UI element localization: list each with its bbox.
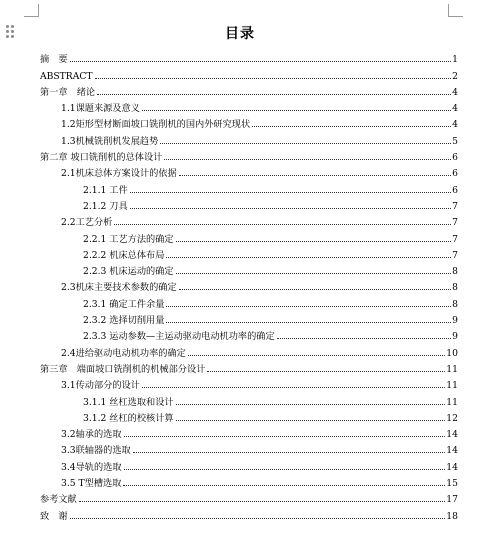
toc-entry-label: 3.3联轴器的选取 [61,445,131,457]
toc-leader-dots [124,469,446,470]
toc-entry-page: 11 [446,363,458,375]
toc-entry[interactable] [40,130,458,146]
toc-entry-label: 2.2.1 工艺方法的确定 [83,233,174,245]
toc-entry[interactable] [40,98,458,114]
toc-entry-label: 摘 要 [40,54,68,66]
toc-entry-page: 4 [452,86,458,98]
toc-entry[interactable] [40,147,458,163]
toc-entry-label: 2.1.2 刀具 [83,200,128,212]
toc-entry-page: 9 [452,315,458,327]
toc-entry[interactable] [40,473,458,489]
toc-entry-page: 11 [446,396,458,408]
toc-entry-label: 3.5 T型槽选取 [61,478,122,490]
toc-entry-label: 2.2工艺分析 [61,217,113,229]
toc-entry[interactable] [40,212,458,228]
toc-entry-label: 2.1机床总体方案设计的依据 [61,168,177,180]
toc-entry[interactable] [40,179,458,195]
toc-entry-label: 3.1传动部分的设计 [61,380,140,392]
toc-leader-dots [124,436,446,437]
toc-entry-page: 14 [446,429,458,441]
toc-entry-page: 4 [452,119,458,131]
page-corner-mark-left [24,4,39,17]
toc-entry-page: 5 [452,135,458,147]
toc-entry[interactable] [40,65,458,81]
toc-entry-label: 第三章 端面坡口铣削机的机械部分设计 [40,363,206,375]
toc-entry-page: 14 [446,445,458,457]
toc-entry-label: 第二章 坡口铣削机的总体设计 [40,152,163,164]
toc-entry-page: 12 [446,412,458,424]
toc-entry-label: 2.4进给驱动电动机功率的确定 [61,347,186,359]
toc-entry[interactable] [40,82,458,98]
toc-leader-dots [70,518,446,519]
toc-entry-label: 2.3.1 确定工件余量 [83,298,165,310]
toc-entry-page: 17 [446,494,458,506]
toc-entry-page: 7 [452,249,458,261]
toc-leader-dots [166,306,451,307]
toc-leader-dots [277,338,451,339]
toc-entry[interactable] [40,245,458,261]
toc-entry[interactable] [40,228,458,244]
toc-entry-label: 3.4导轨的选取 [61,461,122,473]
toc-entry-label: 2.2.2 机床总体布局 [83,249,165,261]
toc-leader-dots [176,273,451,274]
toc-entry-page: 1 [452,54,458,66]
toc-entry-label: 1.2矩形型材断面坡口铣削机的国内外研究现状 [61,119,251,131]
toc-entry[interactable] [40,424,458,440]
toc-leader-dots [114,224,451,225]
toc-leader-dots [188,355,445,356]
toc-leader-dots [160,143,451,144]
toc-entry-page: 8 [452,298,458,310]
toc-entry[interactable] [40,342,458,358]
toc-entry-label: 2.2.3 机床运动的确定 [83,266,174,278]
toc-leader-dots [164,159,451,160]
toc-entry-label: 2.3.2 选择切削用量 [83,315,165,327]
toc-leader-dots [130,208,451,209]
toc-entry-label: 3.1.2 丝杠的校核计算 [83,412,174,424]
toc-entry-page: 18 [446,510,458,522]
toc-leader-dots [176,241,451,242]
toc-entry-label: 1.1课题来源及意义 [61,103,140,115]
toc-entry[interactable] [40,456,458,472]
toc-entry[interactable] [40,196,458,212]
toc-entry[interactable] [40,391,458,407]
toc-leader-dots [179,175,451,176]
toc-leader-dots [166,257,451,258]
toc-entry[interactable] [40,163,458,179]
toc-leader-dots [130,192,451,193]
toc-entry-page: 2 [452,70,458,82]
toc-entry-page: 10 [446,347,458,359]
toc-entry-label: 参考文献 [40,494,77,506]
toc-leader-dots [95,78,451,79]
toc-entry[interactable] [40,261,458,277]
toc-entry-page: 11 [446,380,458,392]
toc-leader-dots [123,485,445,486]
toc-entry-label: 3.2轴承的选取 [61,429,122,441]
toc-entry[interactable] [40,293,458,309]
table-of-contents [40,49,458,522]
toc-leader-dots [179,289,451,290]
toc-entry-page: 4 [452,103,458,115]
toc-entry-label: ABSTRACT [40,70,93,82]
toc-entry[interactable] [40,310,458,326]
toc-leader-dots [166,322,451,323]
toc-entry[interactable] [40,326,458,342]
toc-entry-label: 2.3.3 运动参数—主运动驱动电动机功率的确定 [83,331,275,343]
toc-entry-page: 7 [452,200,458,212]
toc-entry[interactable] [40,114,458,130]
toc-entry-label: 第一章 绪论 [40,86,96,98]
toc-leader-dots [207,371,445,372]
toc-entry-page: 8 [452,266,458,278]
toc-leader-dots [79,501,446,502]
toc-title: 目录 [225,26,255,42]
toc-leader-dots [142,110,451,111]
toc-entry-page: 7 [452,217,458,229]
toc-entry-page: 6 [452,152,458,164]
toc-entry[interactable] [40,408,458,424]
toc-entry[interactable] [40,489,458,505]
toc-entry[interactable] [40,277,458,293]
toc-entry-page: 6 [452,184,458,196]
toc-entry[interactable] [40,49,458,65]
toc-entry-page: 8 [452,282,458,294]
toc-entry-page: 15 [446,478,458,490]
toc-entry-page: 6 [452,168,458,180]
toc-leader-dots [142,387,445,388]
toc-entry[interactable] [40,359,458,375]
toc-entry[interactable] [40,505,458,521]
toc-entry-page: 7 [452,233,458,245]
toc-entry-label: 3.1.1 丝杠选取和设计 [83,396,174,408]
toc-entry-page: 9 [452,331,458,343]
toc-entry-label: 2.3机床主要技术参数的确定 [61,282,177,294]
toc-leader-dots [176,404,446,405]
page-corner-mark-right [448,4,463,17]
toc-entry[interactable] [40,440,458,456]
toc-entry-label: 2.1.1 工件 [83,184,128,196]
toc-entry-label: 1.3机械铣削机发展趋势 [61,135,159,147]
toc-entry-label: 致 谢 [40,510,68,522]
toc-leader-dots [176,420,446,421]
toc-leader-dots [97,94,451,95]
toc-leader-dots [70,61,451,62]
toc-entry[interactable] [40,375,458,391]
toc-entry-page: 14 [446,461,458,473]
toc-leader-dots [133,452,446,453]
toc-leader-dots [252,126,451,127]
